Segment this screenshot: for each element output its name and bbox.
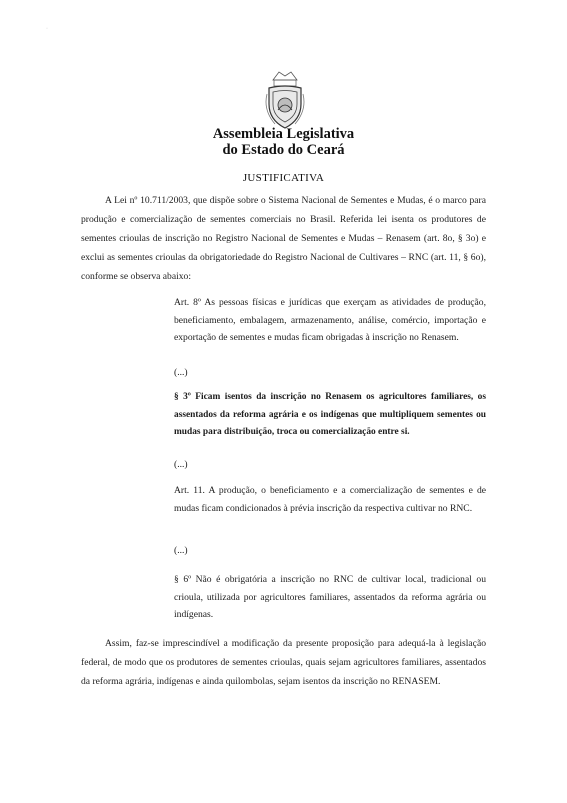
- intro-paragraph: [81, 191, 486, 286]
- ellipsis-1: (...): [174, 367, 188, 378]
- ellipsis-3: (...): [174, 545, 188, 556]
- document-title: JUSTIFICATIVA: [242, 172, 325, 184]
- quote-art8: Art. 8º As pessoas físicas e jurídicas que exerçam as atividades de produção, beneficiamento, embalagem, armazenamento, análise, comércio, importação e exportação de sementes e mudas ficam obrigadas à inscrição no Renasem.: [174, 297, 486, 343]
- institution-line-2: do Estado do Ceará: [222, 142, 345, 158]
- quote-paragraph-3: § 3º Ficam isentos da inscrição no Renasem os agricultores familiares, os assentados da reforma agrária e os indígenas que multipliquem sementes ou mudas para distribuição, troca ou comercialização entre si.: [174, 392, 486, 437]
- quote-paragraph-6: § 6º Não é obrigatória a inscrição no RNC de cultivar local, tradicional ou crioula, utilizada por agricultores familiares, assentados da reforma agrária ou indígenas.: [174, 574, 486, 620]
- institution-name: [0, 126, 567, 158]
- institution-line-1: Assembleia Legislativa: [212, 126, 355, 142]
- conclusion-text: Assim, faz-se imprescindível a modificação da presente proposição para adequá-la à legislação federal, de modo que os produtores de sementes crioulas, quais sejam agricultores familiares, assentados da reforma agrária, indígenas e ainda quilombolas, sejam isentos da inscrição no RENASEM.: [81, 638, 486, 687]
- conclusion-paragraph: [81, 634, 486, 691]
- ellipsis-2: (...): [174, 459, 188, 470]
- scan-mark: ·: [46, 26, 48, 32]
- quote-art11: Art. 11. A produção, o beneficiamento e a comercialização de sementes e de mudas ficam condicionados à prévia inscrição da respectiva cultivar no RNC.: [174, 485, 486, 514]
- state-seal-icon: [265, 70, 305, 132]
- intro-text: A Lei nº 10.711/2003, que dispõe sobre o Sistema Nacional de Sementes e Mudas, é o marco para produção e comercialização de sementes comerciais no Brasil. Referida lei isenta os produtores de sementes crioulas de inscrição no Registro Nacional de Sementes e Mudas – Renasem (art. 8o, § 3o) e exclui as sementes crioulas da obrigatoriedade do Registro Nacional de Cultivares – RNC (art. 11, § 6o), conforme se observa abaixo:: [81, 195, 486, 282]
